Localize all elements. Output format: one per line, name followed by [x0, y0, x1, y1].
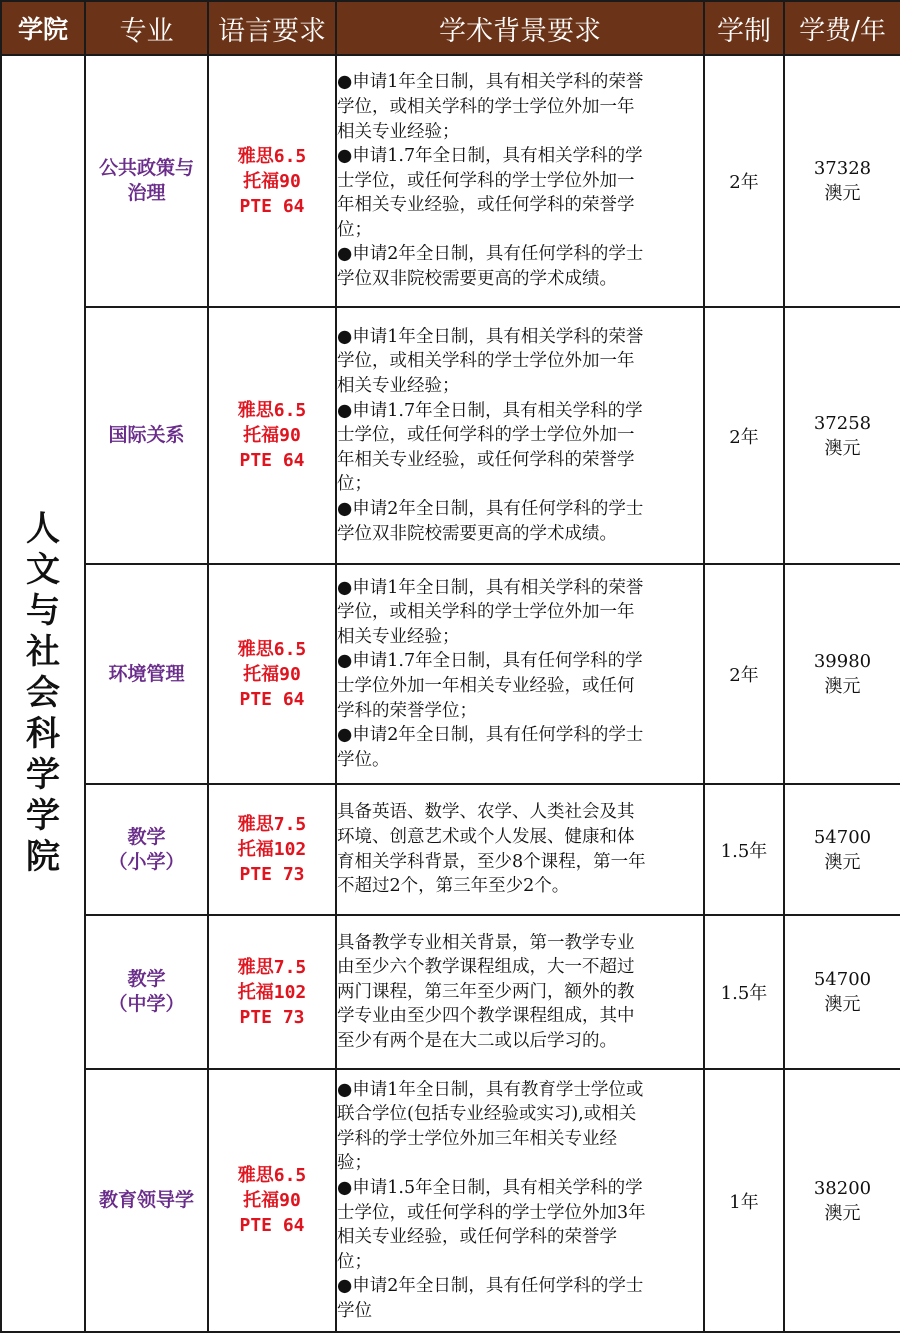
language-requirement-line: 雅思7.5 — [237, 956, 307, 978]
academic-requirement-line: ●申请1.5年全日制，具有相关学科的学 — [337, 1177, 643, 1198]
duration — [704, 564, 784, 784]
academic-requirement-line: ●申请1.7年全日制，具有任何学科的学 — [337, 651, 643, 672]
duration — [704, 55, 784, 307]
language-requirement-line: 雅思6.5 — [237, 638, 307, 660]
academic-requirement-line: ●申请1.7年全日制，具有相关学科的学 — [337, 400, 643, 421]
academic-requirement-line: 士学位，或任何学科的学士学位外加一 — [337, 170, 635, 191]
academic-requirement-line: 相关专业经验； — [337, 121, 460, 142]
duration — [704, 915, 784, 1069]
language-requirement-line: PTE 64 — [239, 195, 305, 217]
tuition-fee-line: 澳元 — [824, 183, 861, 204]
academic-requirement — [336, 307, 704, 564]
major-name-line: 环境管理 — [108, 662, 185, 685]
table-row — [1, 564, 900, 784]
academic-requirement — [336, 564, 704, 784]
language-requirement — [208, 915, 336, 1069]
language-requirement-line: 雅思6.5 — [237, 1165, 307, 1186]
tuition-fee — [784, 1069, 900, 1332]
language-requirement — [208, 307, 336, 564]
tuition-fee-line: 澳元 — [824, 676, 861, 697]
duration — [704, 1069, 784, 1332]
academic-requirement-line: 年相关专业经验，或任何学科的荣誉学 — [337, 449, 635, 470]
duration-value: 1.5年 — [720, 983, 768, 1004]
academic-requirement-line: 联合学位(包括专业经验或实习),或相关 — [337, 1104, 637, 1125]
table-row — [1, 55, 900, 307]
college-name-text: 人文与社会科学学院 — [26, 509, 60, 877]
language-requirement-line: PTE 73 — [239, 864, 305, 885]
language-requirement-line: 雅思6.5 — [237, 145, 307, 167]
tuition-fee-line: 澳元 — [824, 437, 861, 459]
header-language: 语言要求 — [208, 1, 336, 55]
major-name-line: 治理 — [127, 182, 166, 204]
tuition-fee — [784, 564, 900, 784]
academic-requirement-line: 位； — [337, 219, 372, 240]
duration-value: 2年 — [729, 172, 759, 193]
language-requirement-line: 托福90 — [243, 663, 301, 685]
academic-requirement-line: 学位双非院校需要更高的学术成绩。 — [337, 523, 617, 544]
tuition-fee-line: 澳元 — [824, 1202, 861, 1224]
tuition-fee — [784, 307, 900, 564]
language-requirement-line: 雅思6.5 — [237, 400, 307, 421]
academic-requirement-line: ●申请1.7年全日制，具有相关学科的学 — [337, 146, 643, 167]
major-name — [85, 307, 208, 564]
language-requirement — [208, 784, 336, 915]
tuition-fee — [784, 915, 900, 1069]
major-name-line: （小学） — [108, 850, 185, 873]
header-college: 学院 — [1, 1, 85, 55]
language-requirement-line: PTE 64 — [239, 450, 305, 471]
academic-requirement-line: 相关专业经验； — [337, 376, 460, 397]
tuition-fee-line: 澳元 — [824, 851, 861, 873]
tuition-fee-line: 54700 — [813, 969, 872, 990]
academic-requirement-line: 学专业由至少四个教学课程组成，其中 — [337, 1006, 635, 1027]
academic-requirement-line: 具备教学专业相关背景，第一教学专业 — [337, 932, 635, 953]
academic-requirement-line: 学位，或相关学科的学士学位外加一年 — [337, 351, 635, 372]
header-duration: 学制 — [704, 1, 784, 55]
duration — [704, 784, 784, 915]
language-requirement-line: 托福102 — [237, 981, 307, 1003]
tuition-fee-line: 38200 — [813, 1177, 872, 1199]
academic-requirement-line: ●申请2年全日制，具有任何学科的学士 — [337, 725, 644, 746]
language-requirement-line: 托福90 — [243, 425, 301, 446]
tuition-fee-line: 澳元 — [824, 994, 861, 1015]
academic-requirement-line: 位； — [337, 474, 372, 495]
academic-requirement-line: 具备英语、数学、农学、人类社会及其 — [337, 802, 635, 823]
major-name — [85, 915, 208, 1069]
academic-requirement-line: 士学位，或任何学科的学士学位外加一 — [337, 425, 635, 446]
major-name-line: 教学 — [127, 825, 166, 848]
academic-requirement-line: 学科的学士学位外加三年相关专业经 — [337, 1128, 617, 1149]
major-name — [85, 784, 208, 915]
table-row — [1, 307, 900, 564]
academic-requirement-line: 验； — [337, 1153, 372, 1174]
academic-requirement — [336, 915, 704, 1069]
major-name-line: 教育领导学 — [98, 1189, 194, 1211]
table-row — [1, 1069, 900, 1332]
language-requirement-line: PTE 64 — [239, 688, 305, 710]
header-tuition: 学费/年 — [784, 1, 900, 55]
academic-requirement-line: 相关专业经验，或任何学科的荣誉学 — [337, 1227, 617, 1248]
academic-requirement-line: ●申请2年全日制，具有任何学科的学士 — [337, 244, 644, 265]
major-name-line: 国际关系 — [108, 424, 185, 446]
language-requirement — [208, 55, 336, 307]
duration-value: 2年 — [729, 665, 759, 686]
language-requirement — [208, 1069, 336, 1332]
academic-requirement-line: ●申请1年全日制，具有相关学科的荣誉 — [337, 577, 644, 598]
academic-requirement — [336, 784, 704, 915]
academic-requirement-line: 学位，或相关学科的学士学位外加一年 — [337, 602, 635, 623]
academic-requirement-line: 士学位外加一年相关专业经验，或任何 — [337, 676, 635, 696]
tuition-fee — [784, 55, 900, 307]
academic-requirement-line: 士学位，或任何学科的学士学位外加3年 — [337, 1202, 646, 1223]
academic-requirement-line: 学科的荣誉学位； — [337, 700, 477, 721]
language-requirement — [208, 564, 336, 784]
major-name-line: 公共政策与 — [98, 157, 194, 179]
major-name-line: （中学） — [108, 993, 185, 1015]
academic-requirement-line: 育相关学科背景，至少8个课程，第一年 — [337, 851, 646, 872]
language-requirement-line: 托福90 — [243, 1190, 301, 1211]
duration-value: 1年 — [729, 1191, 759, 1213]
major-name — [85, 55, 208, 307]
duration-value: 2年 — [729, 426, 759, 448]
academic-requirement-line: 相关专业经验； — [337, 626, 460, 647]
academic-requirement-line: ●申请2年全日制，具有任何学科的学士 — [337, 1276, 644, 1297]
academic-requirement — [336, 55, 704, 307]
academic-requirement-line: ●申请1年全日制，具有相关学科的荣誉 — [337, 72, 644, 93]
tuition-fee-line: 37328 — [813, 158, 872, 179]
academic-requirement-line: 学位 — [337, 1300, 372, 1321]
academic-requirement-line: 不超过2个，第三年至少2个。 — [337, 876, 570, 897]
language-requirement-line: PTE 73 — [239, 1006, 305, 1028]
tuition-fee-line: 37258 — [813, 412, 872, 434]
academic-requirement-line: 学位。 — [337, 749, 390, 770]
academic-requirement-line: 至少有两个是在大二或以后学习的。 — [337, 1030, 617, 1051]
academic-requirement-line: 环境、创意艺术或个人发展、健康和体 — [337, 826, 635, 847]
major-name-line: 教学 — [127, 968, 166, 990]
language-requirement-line: 托福90 — [243, 170, 301, 192]
language-requirement-line: PTE 64 — [239, 1215, 305, 1236]
academic-requirement-line: 年相关专业经验，或任何学科的荣誉学 — [337, 195, 635, 216]
duration-value: 1.5年 — [720, 840, 768, 862]
college-name — [1, 55, 85, 1332]
academic-requirement-line: ●申请2年全日制，具有任何学科的学士 — [337, 498, 644, 519]
tuition-fee-line: 54700 — [813, 826, 872, 848]
major-name — [85, 1069, 208, 1332]
academic-requirement-line: 由至少六个教学课程组成，大一不超过 — [337, 957, 635, 978]
table-row — [1, 915, 900, 1069]
header-academic: 学术背景要求 — [336, 1, 704, 55]
tuition-fee — [784, 784, 900, 915]
academic-requirement-line: ●申请1年全日制，具有相关学科的荣誉 — [337, 326, 644, 347]
academic-requirement-line: 位； — [337, 1251, 372, 1272]
header-row — [1, 1, 900, 55]
duration — [704, 307, 784, 564]
header-major: 专业 — [85, 1, 208, 55]
academic-requirement — [336, 1069, 704, 1332]
academic-requirement-line: 两门课程，第三年至少两门，额外的教 — [337, 981, 635, 1002]
academic-requirement-line: ●申请1年全日制，具有教育学士学位或 — [337, 1079, 644, 1100]
academic-requirement-line: 学位双非院校需要更高的学术成绩。 — [337, 269, 617, 290]
tuition-fee-line: 39980 — [813, 651, 872, 672]
academic-requirement-line: 学位，或相关学科的学士学位外加一年 — [337, 96, 635, 117]
table-row — [1, 784, 900, 915]
major-name — [85, 564, 208, 784]
language-requirement-line: 雅思7.5 — [237, 814, 307, 835]
language-requirement-line: 托福102 — [237, 839, 307, 860]
